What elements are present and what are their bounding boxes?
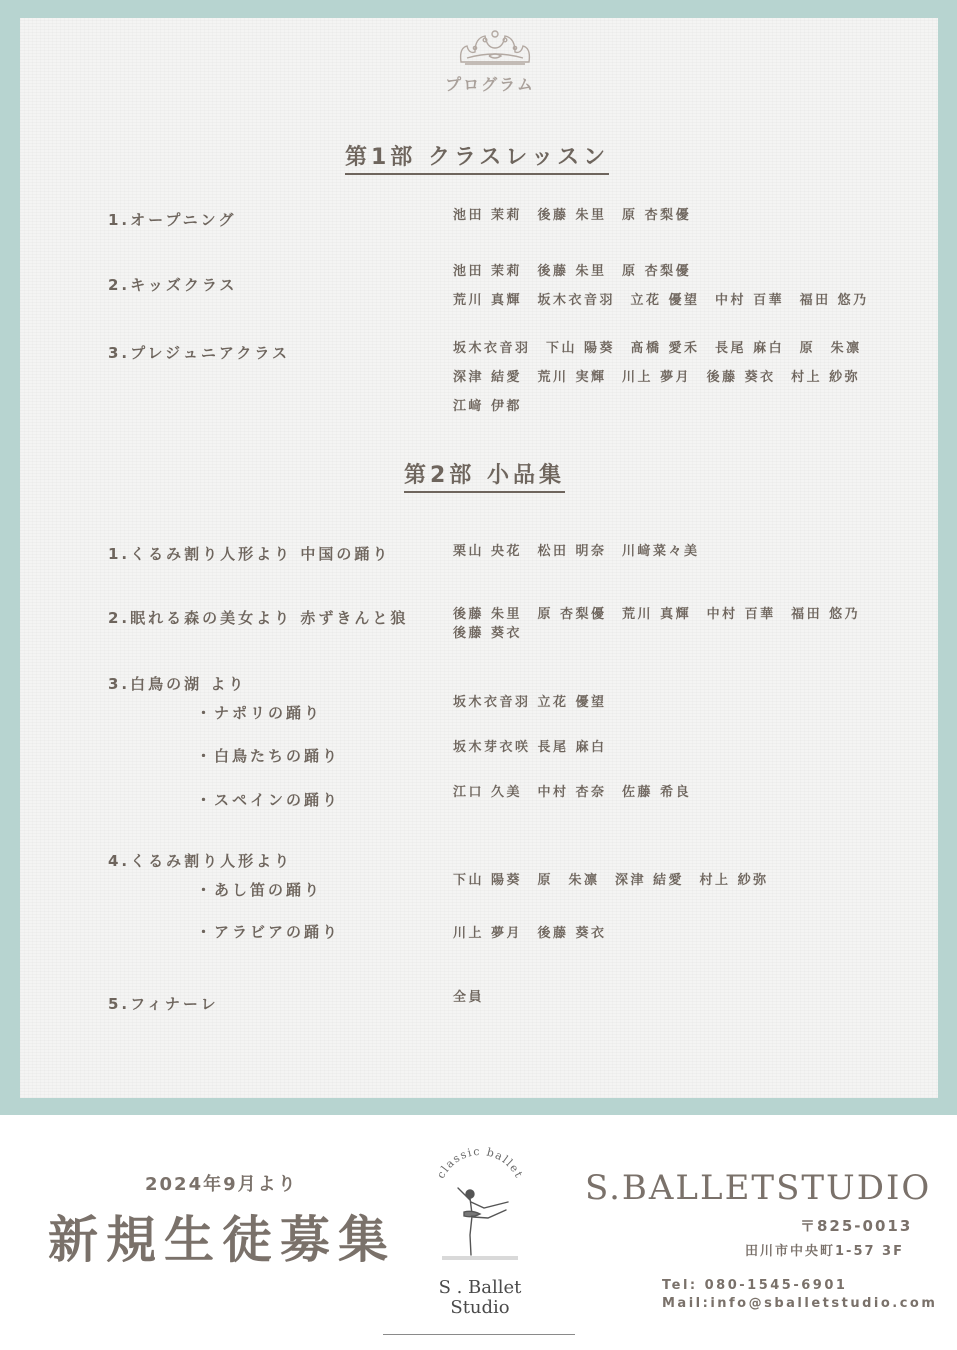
part2-item-2-cast-line2: 後藤 葵衣 bbox=[453, 626, 523, 641]
part2-item-2-cast-line1: 後藤 朱里 原 杏梨優 荒川 真輝 中村 百華 福田 悠乃 bbox=[453, 607, 861, 622]
phone-number: Tel: 080-1545-6901 bbox=[662, 1278, 848, 1293]
part2-item-4-sub-1-label: ・あし笛の踊り bbox=[196, 881, 323, 899]
program-title: プログラム bbox=[445, 75, 535, 94]
part1-item-1-label: 1.オープニング bbox=[108, 211, 237, 229]
part2-item-3-sub-3-label: ・スペインの踊り bbox=[196, 791, 341, 809]
part2-item-3-sub-2-cast: 坂木芽衣咲 長尾 麻白 bbox=[453, 740, 607, 755]
part2-item-1-label: 1.くるみ割り人形より 中国の踊り bbox=[108, 545, 391, 563]
part2-item-4-sub-2-cast: 川上 夢月 後藤 葵衣 bbox=[453, 926, 607, 941]
part2-item-4-sub-1-cast: 下山 陽葵 原 朱凛 深津 結愛 村上 紗弥 bbox=[453, 873, 769, 888]
recruit-date: 2024年9月より bbox=[145, 1174, 298, 1195]
svg-text:classic ballet bbox=[434, 1145, 526, 1181]
logo-name-line2: Studio bbox=[450, 1297, 510, 1318]
part2-item-5-label: 5.フィナーレ bbox=[108, 995, 219, 1013]
logo-underline bbox=[383, 1334, 575, 1335]
part2-item-4-label: 4.くるみ割り人形より bbox=[108, 852, 293, 870]
part2-item-4-sub-2-label: ・アラビアの踊り bbox=[196, 923, 341, 941]
postal-code: 〒825-0013 bbox=[800, 1217, 913, 1235]
email-address: Mail:info@sballetstudio.com bbox=[662, 1296, 938, 1311]
part2-item-3-label: 3.白鳥の湖 より bbox=[108, 675, 247, 693]
part2-item-3-sub-1-label: ・ナポリの踊り bbox=[196, 704, 323, 722]
ballerina-icon bbox=[440, 1180, 520, 1270]
logo-arc-textpath: classic ballet bbox=[434, 1145, 526, 1181]
part2-item-3-sub-2-label: ・白鳥たちの踊り bbox=[196, 747, 341, 765]
part2-item-2-label: 2.眠れる森の美女より 赤ずきんと狼 bbox=[108, 609, 409, 627]
part1-title: 第1部 クラスレッスン bbox=[345, 140, 609, 175]
logo-name bbox=[415, 1278, 545, 1318]
part1-item-2-cast-line2: 荒川 真輝 坂木衣音羽 立花 優望 中村 百華 福田 悠乃 bbox=[453, 293, 869, 308]
part1-item-1-cast: 池田 茉莉 後藤 朱里 原 杏梨優 bbox=[453, 208, 692, 223]
part1-item-3-cast-line1: 坂木衣音羽 下山 陽葵 髙橋 愛禾 長尾 麻白 原 朱凛 bbox=[453, 341, 862, 356]
part2-item-5-cast: 全員 bbox=[453, 990, 485, 1005]
part1-item-3-cast-line3: 江﨑 伊都 bbox=[453, 399, 523, 414]
part1-item-3-cast-line2: 深津 結愛 荒川 実輝 川上 夢月 後藤 葵衣 村上 紗弥 bbox=[453, 370, 861, 385]
logo-name-line1: S . Ballet bbox=[438, 1277, 522, 1298]
crown-icon bbox=[455, 28, 535, 70]
part1-item-3-label: 3.プレジュニアクラス bbox=[108, 344, 290, 362]
part1-item-2-cast-line1: 池田 茉莉 後藤 朱里 原 杏梨優 bbox=[453, 264, 692, 279]
part2-title: 第2部 小品集 bbox=[404, 458, 565, 493]
part2-item-3-sub-1-cast: 坂木衣音羽 立花 優望 bbox=[453, 695, 607, 710]
part1-item-2-label: 2.キッズクラス bbox=[108, 276, 238, 294]
recruit-headline: 新規生徒募集 bbox=[48, 1211, 396, 1269]
studio-name: S.BALLETSTUDIO bbox=[585, 1168, 932, 1208]
address: 田川市中央町1-57 3F bbox=[745, 1244, 904, 1259]
part2-item-1-cast: 栗山 央花 松田 明奈 川﨑菜々美 bbox=[453, 544, 700, 559]
part2-item-3-sub-3-cast: 江口 久美 中村 杏奈 佐藤 希良 bbox=[453, 785, 692, 800]
